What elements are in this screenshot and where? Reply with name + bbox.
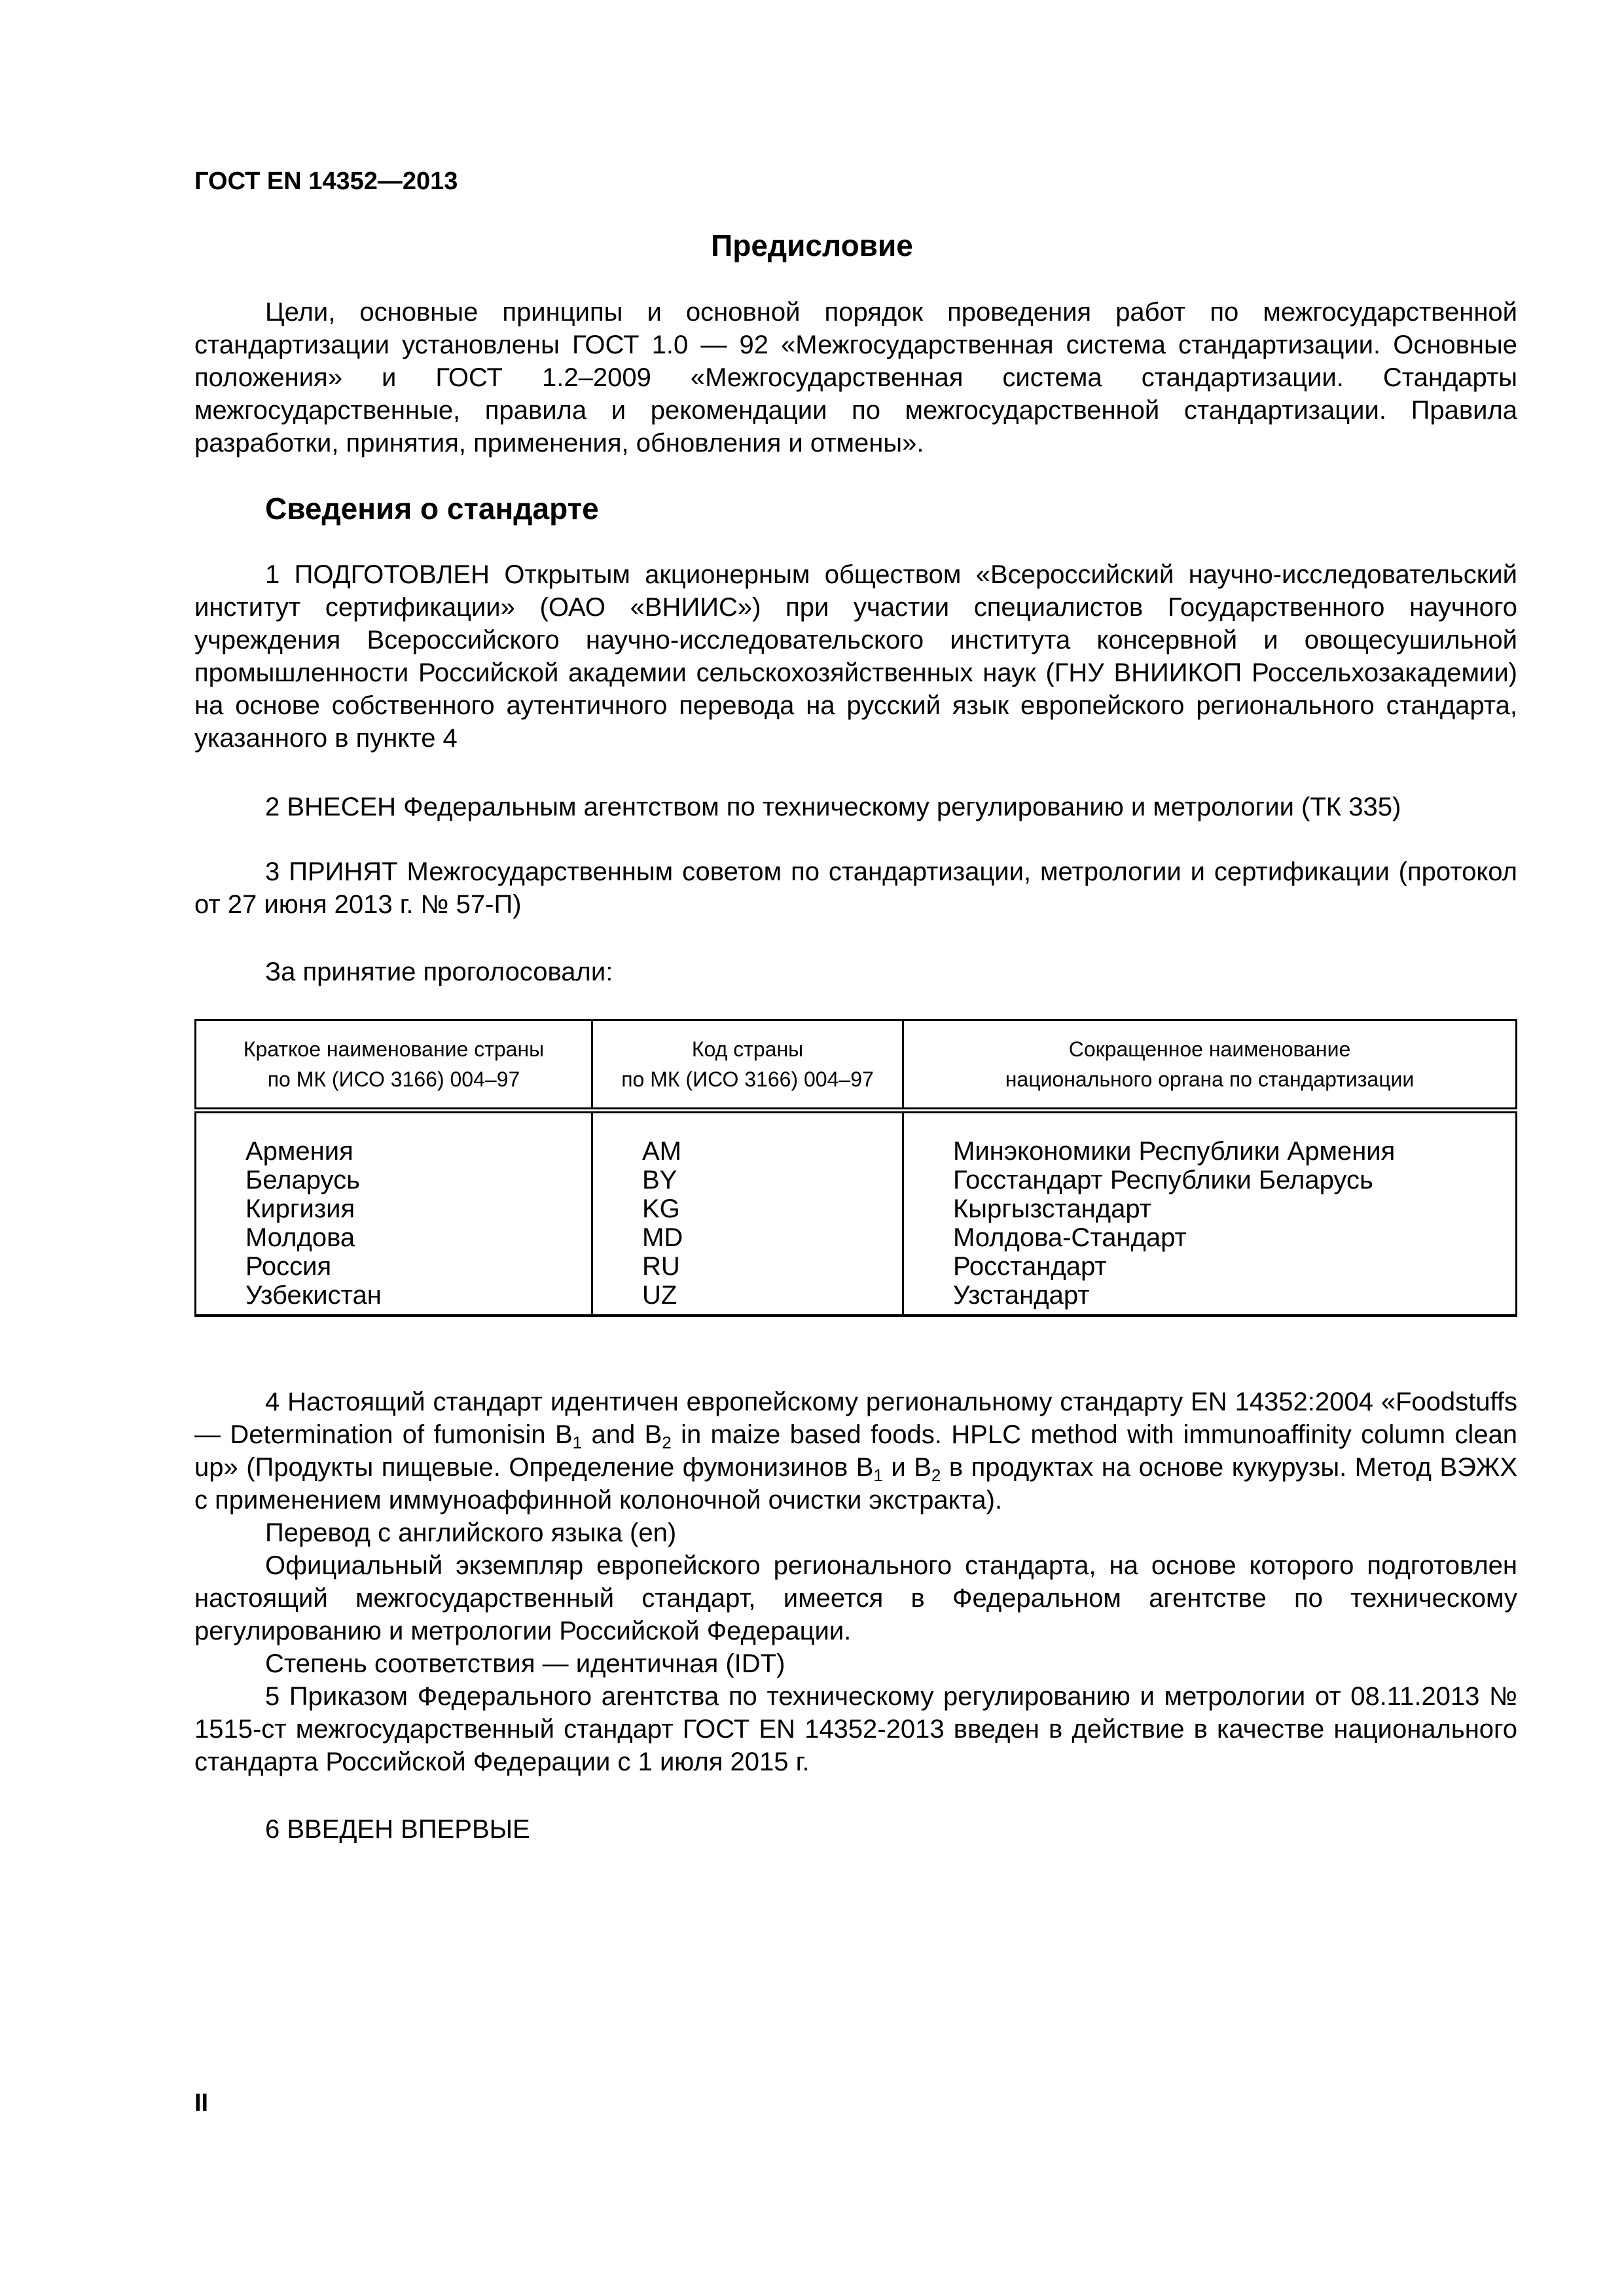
page-number: II <box>194 2089 209 2117</box>
degree-of-conformity: Степень соответствия — идентичная (IDT) <box>265 1649 785 1678</box>
table-cell: Узбекистан <box>245 1281 382 1310</box>
header-national-body: Сокращенное наименование национального органа по стандартизации <box>903 1020 1517 1111</box>
section-title: Сведения о стандарте <box>265 492 599 526</box>
table-cell: Беларусь <box>245 1166 360 1194</box>
translation-note: Перевод с английского языка (en) <box>265 1518 677 1547</box>
table-header-row <box>196 1020 1517 1111</box>
table-cell: BY <box>642 1166 677 1194</box>
item-1-paragraph: 1 ПОДГОТОВЛЕН Открытым акционерным обществом «Всероссийский научно-исследовательский институт сертификации» (ОАО «ВНИИС») при участии специалистов Государственного научного учреждения Всероссийского научно-исследовательского института консервной и овощесушильной промышленности Российской академии сельскохозяйственных наук (ГНУ ВНИИКОП Россельхозакадемии) на основе собственного аутентичного перевода на русский язык европейского регионального стандарта, указанного в пункте 4 <box>194 560 1517 753</box>
item-2-paragraph: 2 ВНЕСЕН Федеральным агентством по техническому регулированию и метрологии (ТК 335) <box>265 793 1401 821</box>
table-cell: Молдова <box>245 1223 355 1252</box>
item-3-paragraph: 3 ПРИНЯТ Межгосударственным советом по стандартизации, метрологии и сертификации (протокол от 27 июня 2013 г. № 57-П) <box>194 857 1517 919</box>
table-cell: UZ <box>642 1281 677 1310</box>
table-cell: MD <box>642 1223 683 1252</box>
page-title: Предисловие <box>711 228 913 262</box>
table-cell: Молдова-Стандарт <box>953 1223 1187 1252</box>
document-header: ГОСТ EN 14352—2013 <box>194 168 458 195</box>
table-cell: KG <box>642 1194 680 1223</box>
table-cell: Росстандарт <box>953 1252 1107 1281</box>
table-body-row <box>196 1111 1517 1316</box>
table-cell: Узстандарт <box>953 1281 1090 1310</box>
vote-label: За принятие проголосовали: <box>265 958 613 986</box>
table-cell: Минэкономики Республики Армения <box>953 1137 1396 1166</box>
header-country-name: Краткое наименование страны по МК (ИСО 3166) 004–97 <box>196 1020 592 1111</box>
table-cell: AM <box>642 1137 681 1166</box>
voting-countries-table <box>194 1019 1517 1317</box>
table-cell: Киргизия <box>245 1194 355 1223</box>
national-bodies-column <box>903 1111 1517 1316</box>
preface-paragraph: Цели, основные принципы и основной порядок проведения работ по межгосударственной стандартизации установлены ГОСТ 1.0 — 92 «Межгосударственная система стандартизации. Основные положения» и ГОСТ 1.2–2009 «Межгосударственная система стандартизации. Стандарты межгосударственные, правила и рекомендации по межгосударственной стандартизации. Правила разработки, принятия, применения, обновления и отмены». <box>194 298 1517 457</box>
header-country-code: Код страны по МК (ИСО 3166) 004–97 <box>592 1020 903 1111</box>
table-cell: Россия <box>245 1252 332 1281</box>
table-cell: Госстандарт Республики Беларусь <box>953 1166 1373 1194</box>
official-copy-note: Официальный экземпляр европейского регионального стандарта, на основе которого подготовлен настоящий межгосударственный стандарт, имеется в Федеральном агентстве по техническому регулированию и метрологии Российской Федерации. <box>194 1551 1517 1645</box>
item-6-paragraph: 6 ВВЕДЕН ВПЕРВЫЕ <box>265 1815 530 1844</box>
country-names-column <box>196 1111 592 1316</box>
item-4-paragraph: 4 Настоящий стандарт идентичен европейскому региональному стандарту EN 14352:2004 «Foodstuffs — Determination of fumonisin $B_1$ and $B_2$ in maize based foods. HPLC method with immunoaffinity column clean up» (Продукты пищевые. Определение фумонизинов $B_1$ и $B_2$ в продуктах на основе кукурузы. Метод ВЭЖХ с применением иммуноаффинной колоночной очистки экстракта). <box>194 1388 1518 1515</box>
table-cell: Кыргызстандарт <box>953 1194 1152 1223</box>
table-cell: RU <box>642 1252 680 1281</box>
table-cell: Армения <box>245 1137 353 1166</box>
item-5-paragraph: 5 Приказом Федерального агентства по техническому регулированию и метрологии от 08.11.2013 № 1515-ст межгосударственный стандарт ГОСТ EN 14352-2013 введен в действие в качестве национального стандарта Российской Федерации с 1 июля 2015 г. <box>194 1682 1517 1776</box>
country-codes-column <box>592 1111 903 1316</box>
